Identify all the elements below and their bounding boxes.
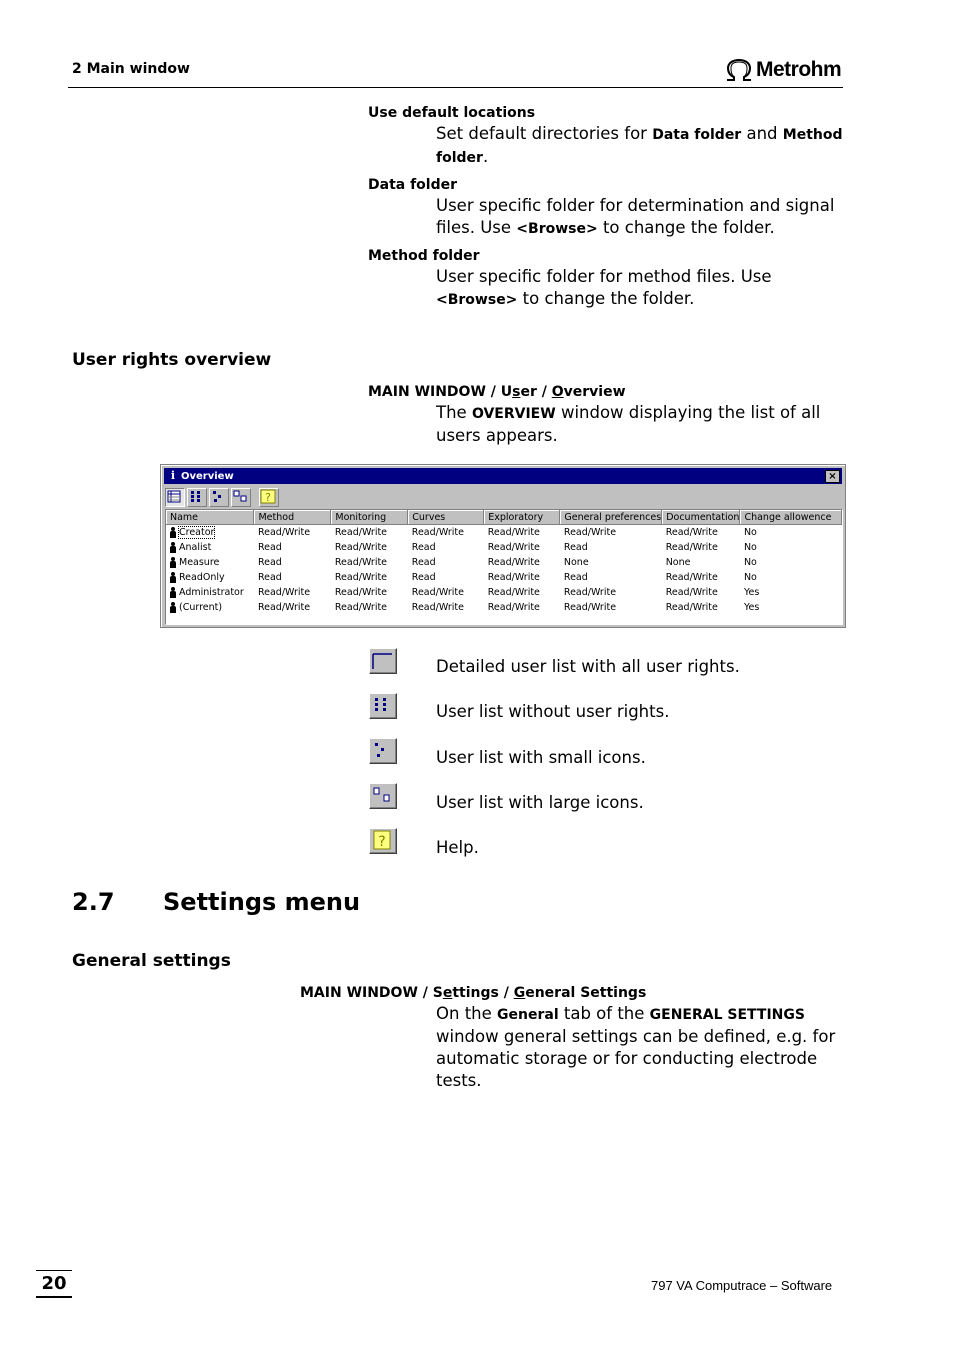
user-name-cell: [166, 570, 254, 585]
rights-cell: Read/Write: [334, 587, 388, 598]
rights-cell: Read/Write: [665, 572, 718, 583]
overview-window: [160, 464, 846, 628]
section-heading: [72, 888, 360, 916]
col-documentation[interactable]: Documentation: [662, 510, 740, 525]
large-icons-button[interactable]: [231, 488, 251, 507]
user-name-cell: [166, 540, 254, 555]
col-name[interactable]: Name: [166, 510, 254, 525]
rights-cell: Read/Write: [411, 602, 464, 613]
svg-text:?: ?: [378, 834, 386, 850]
rights-cell: Read/Write: [487, 542, 540, 553]
overview-title: Overview: [181, 470, 234, 482]
rights-cell: None: [563, 557, 589, 568]
rights-cell: Read/Write: [487, 557, 540, 568]
table-row[interactable]: [166, 540, 842, 555]
user-rights-heading: User rights overview: [72, 350, 272, 370]
user-name: Administrator: [179, 587, 244, 598]
section-number: 2.7: [72, 888, 115, 916]
user-name-cell: [166, 555, 254, 570]
list-icon: [188, 489, 204, 504]
user-name-cell: [166, 600, 254, 615]
general-settings-menu-path: MAIN WINDOW / Settings / General Settings: [300, 985, 647, 1001]
legend-list: [369, 693, 397, 719]
table-row[interactable]: [166, 600, 842, 615]
rights-cell: Read/Write: [665, 527, 718, 538]
chapter-header: 2 Main window: [72, 61, 190, 77]
general-settings-heading: General settings: [72, 951, 231, 971]
desc-data-folder: User specific folder for determination and signal files. Use <Browse> to change the folder.: [436, 196, 835, 237]
rights-cell: Read/Write: [563, 602, 617, 613]
col-exploratory[interactable]: Exploratory: [484, 510, 560, 525]
section-title: Settings menu: [163, 888, 361, 916]
rights-cell: Read/Write: [257, 587, 311, 598]
header-rule: [68, 87, 843, 88]
term-method-folder: Method folder: [368, 248, 480, 264]
close-button[interactable]: ×: [825, 470, 840, 483]
rights-cell: Read: [411, 542, 436, 553]
legend-small-icons-text: User list with small icons.: [436, 748, 646, 767]
rights-cell: Read/Write: [411, 527, 464, 538]
info-icon: i: [170, 469, 176, 482]
rights-cell: Read/Write: [257, 527, 311, 538]
legend-small-icons: [369, 738, 397, 764]
rights-cell: Read/Write: [665, 602, 718, 613]
legend-list-text: User list without user rights.: [436, 702, 670, 721]
col-curves[interactable]: Curves: [408, 510, 484, 525]
rights-cell: Read/Write: [334, 572, 388, 583]
rights-cell: Read/Write: [665, 542, 718, 553]
term-data-folder: Data folder: [368, 177, 458, 193]
user-table-header: [166, 510, 842, 525]
small-icons-icon: [370, 739, 394, 761]
user-table: [166, 510, 842, 615]
footer-product: 797 VA Computrace – Software: [651, 1278, 833, 1293]
col-method[interactable]: Method: [254, 510, 331, 525]
user-rights-desc: The OVERVIEW window displaying the list of all users appears.: [436, 403, 821, 445]
rights-cell: No: [743, 542, 757, 553]
user-rights-menu-path: MAIN WINDOW / User / Overview: [368, 384, 626, 400]
user-icon: [170, 542, 176, 553]
col-general-preferences[interactable]: General preferences: [560, 510, 662, 525]
small-icons-icon: [210, 489, 226, 504]
general-settings-desc: On the General tab of the GENERAL SETTINGS window general settings can be defined, e.g. for automatic storage or for conducting electrode tests.: [436, 1004, 836, 1090]
rights-cell: Read/Write: [487, 587, 540, 598]
page-number: 20: [36, 1270, 72, 1298]
metrohm-logo: [724, 58, 841, 82]
table-row[interactable]: [166, 585, 842, 600]
rights-cell: Read: [257, 542, 282, 553]
omega-logo-icon: [724, 58, 754, 82]
list-icon: [370, 694, 394, 716]
rights-cell: None: [665, 557, 691, 568]
rights-cell: Read/Write: [334, 542, 388, 553]
detail-view-button[interactable]: [165, 488, 185, 507]
user-name: Measure: [179, 557, 220, 568]
small-icons-button[interactable]: [209, 488, 229, 507]
table-row[interactable]: [166, 570, 842, 585]
overview-titlebar[interactable]: [164, 468, 842, 484]
rights-cell: Read/Write: [665, 587, 718, 598]
rights-cell: Read: [563, 572, 588, 583]
detail-list-icon: [166, 489, 182, 504]
rights-cell: No: [743, 572, 757, 583]
rights-cell: Read: [257, 557, 282, 568]
rights-cell: Read: [411, 572, 436, 583]
user-icon: [170, 572, 176, 583]
rights-cell: Read/Write: [563, 587, 617, 598]
help-icon: [260, 489, 276, 504]
desc-method-folder: User specific folder for method files. Use <Browse> to change the folder.: [436, 267, 772, 308]
legend-large-icons-text: User list with large icons.: [436, 793, 644, 812]
rights-cell: Read/Write: [334, 557, 388, 568]
legend-help: [369, 828, 397, 854]
list-view-button[interactable]: [187, 488, 207, 507]
legend-large-icons: [369, 783, 397, 809]
svg-text:?: ?: [265, 491, 271, 504]
rights-cell: Read/Write: [487, 572, 540, 583]
rights-cell: Read/Write: [487, 527, 540, 538]
legend-detail-list-text: Detailed user list with all user rights.: [436, 657, 740, 676]
rights-cell: Read/Write: [563, 527, 617, 538]
rights-cell: No: [743, 527, 757, 538]
large-icons-icon: [232, 489, 248, 504]
user-name-cell: [166, 525, 254, 541]
user-name: (Current): [179, 602, 223, 613]
user-name: ReadOnly: [179, 572, 225, 583]
rights-cell: Yes: [743, 587, 760, 598]
rights-cell: Read/Write: [411, 587, 464, 598]
col-monitoring[interactable]: Monitoring: [331, 510, 408, 525]
user-icon: [170, 527, 176, 538]
detail-list-icon: [370, 649, 394, 671]
user-name: Analist: [179, 542, 212, 553]
rights-cell: Read: [411, 557, 436, 568]
rights-cell: Read: [257, 572, 282, 583]
user-name: Creator: [179, 527, 215, 538]
overview-toolbar: [165, 488, 279, 507]
rights-cell: Yes: [743, 602, 760, 613]
rights-cell: Read/Write: [487, 602, 540, 613]
help-button[interactable]: [259, 488, 279, 507]
desc-use-default-locations: Set default directories for Data folder and Method folder.: [436, 124, 843, 166]
table-row[interactable]: [166, 555, 842, 570]
user-icon: [170, 557, 176, 568]
brand-name: Metrohm: [756, 58, 842, 81]
rights-cell: Read/Write: [257, 602, 311, 613]
rights-cell: Read: [563, 542, 588, 553]
col-change-allowence[interactable]: Change allowence: [740, 510, 842, 525]
user-name-cell: [166, 585, 254, 600]
table-row[interactable]: [166, 525, 842, 541]
legend-detail-list: [369, 648, 397, 674]
help-icon: [370, 829, 394, 851]
rights-cell: No: [743, 557, 757, 568]
rights-cell: Read/Write: [334, 602, 388, 613]
term-use-default-locations: Use default locations: [368, 105, 536, 121]
user-icon: [170, 587, 176, 598]
user-icon: [170, 602, 176, 613]
legend-help-text: Help.: [436, 838, 479, 857]
large-icons-icon: [370, 784, 394, 806]
rights-cell: Read/Write: [334, 527, 388, 538]
user-list[interactable]: [165, 509, 843, 625]
